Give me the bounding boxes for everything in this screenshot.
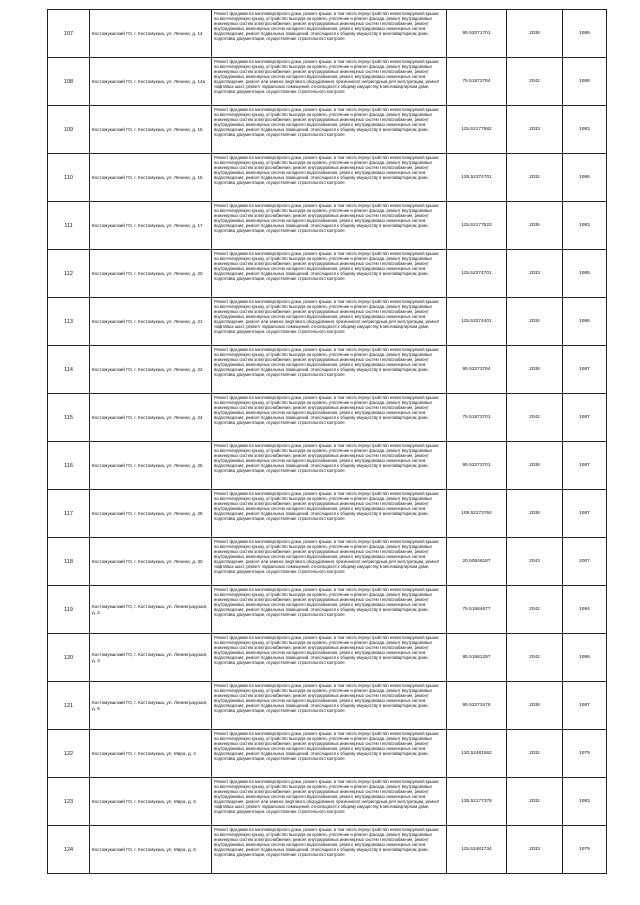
table-row — [48, 778, 607, 826]
works-list-cell: Ремонт фундамента многоквартирного дома, ремонт крыши, в том числе переустройство невентилируемой крыши на вентилируемую крышу, устройство выходов на кровлю, утепление и ремонт фасада, ремонт внутридомовых инженерных систем электроснабжения, ремонт внутридомовых инженерных систем теплоснабжения, ремонт внутридомовых инженерных систем холодного водоснабжения, ремонт внутридомовых инженерных систем водоотведения, ремонт или замена лифтового оборудования, признанного непригодным для эксплуатации, ремонт лифтовых шахт, ремонт подвальных помещений, относящихся к общему имуществу в многоквартирном доме, подготовка документации, осуществление строительного контроля — [212, 538, 447, 586]
area-cell: 115.52177582 — [447, 106, 507, 154]
works-list-cell: Ремонт фундамента многоквартирного дома, ремонт крыши, в том числе переустройство невентилируемой крыши на вентилируемую крышу, устройство выходов на кровлю, утепление и ремонт фасада, ремонт внутридомовых инженерных систем электроснабжения, ремонт внутридомовых инженерных систем теплоснабжения, ремонт внутридомовых инженерных систем холодного водоснабжения, ремонт внутридомовых инженерных систем водоотведения, ремонт подвальных помещений, относящихся к общему имуществу в многоквартирном доме, подготовка документации, осуществление строительного контроля — [212, 154, 447, 202]
planned-year-cell: 2033 — [507, 826, 563, 874]
table-row — [48, 442, 607, 490]
area-cell: 95.52273764 — [447, 346, 507, 394]
row-number-cell: 124 — [48, 826, 90, 874]
area-cell: 115.52374701 — [447, 250, 507, 298]
address-cell: Костомукшский ГО, г. Костомукша, ул. Ленина, д. 14 — [90, 10, 212, 58]
build-year-cell: 1985 — [563, 250, 607, 298]
address-cell: Костомукшский ГО, г. Костомукша, ул. Мира, д. 5 — [90, 778, 212, 826]
row-number-cell: 107 — [48, 10, 90, 58]
address-cell: Костомукшский ГО, г. Костомукша, ул. Ленина, д. 24 — [90, 394, 212, 442]
area-cell: 115.52481734 — [447, 826, 507, 874]
area-cell: 120.52481562 — [447, 730, 507, 778]
area-cell: 95.52273476 — [447, 682, 507, 730]
row-number-cell: 117 — [48, 490, 90, 538]
build-year-cell: 1987 — [563, 346, 607, 394]
planned-year-cell: 2042 — [507, 394, 563, 442]
planned-year-cell: 2032 — [507, 778, 563, 826]
table-row — [48, 154, 607, 202]
address-cell: Костомукшский ГО, г. Костомукша, ул. Ленина, д. 28 — [90, 490, 212, 538]
planned-year-cell: 2038 — [507, 682, 563, 730]
table-row — [48, 538, 607, 586]
works-list-cell: Ремонт фундамента многоквартирного дома, ремонт крыши, в том числе переустройство невентилируемой крыши на вентилируемую крышу, устройство выходов на кровлю, утепление и ремонт фасада, ремонт внутридомовых инженерных систем электроснабжения, ремонт внутридомовых инженерных систем теплоснабжения, ремонт внутридомовых инженерных систем холодного водоснабжения, ремонт внутридомовых инженерных систем водоотведения, ремонт подвальных помещений, относящихся к общему имуществу в многоквартирном доме, подготовка документации, осуществление строительного контроля — [212, 106, 447, 154]
build-year-cell: 1983 — [563, 106, 607, 154]
table-row — [48, 106, 607, 154]
repair-program-table — [47, 9, 607, 874]
area-cell: 125.52374701 — [447, 154, 507, 202]
row-number-cell: 120 — [48, 634, 90, 682]
planned-year-cell: 2034 — [507, 298, 563, 346]
address-cell: Костомукшский ГО, г. Костомукша, ул. Ленина, д. 30 — [90, 538, 212, 586]
row-number-cell: 110 — [48, 154, 90, 202]
table-row — [48, 826, 607, 874]
build-year-cell: 1987 — [563, 442, 607, 490]
works-list-cell: Ремонт фундамента многоквартирного дома, ремонт крыши, в том числе переустройство невентилируемой крыши на вентилируемую крышу, устройство выходов на кровлю, утепление и ремонт фасада, ремонт внутридомовых инженерных систем электроснабжения, ремонт внутридомовых инженерных систем теплоснабжения, ремонт внутридомовых инженерных систем холодного водоснабжения, ремонт внутридомовых инженерных систем водоотведения, ремонт подвальных помещений, относящихся к общему имуществу в многоквартирном доме, подготовка документации, осуществление строительного контроля — [212, 202, 447, 250]
row-number-cell: 122 — [48, 730, 90, 778]
table-row — [48, 394, 607, 442]
row-number-cell: 114 — [48, 346, 90, 394]
area-cell: 75.51872764 — [447, 58, 507, 106]
table-body — [48, 10, 607, 874]
build-year-cell: 2007 — [563, 538, 607, 586]
address-cell: Костомукшский ГО, г. Костомукша, ул. Ленина, д. 16 — [90, 154, 212, 202]
works-list-cell: Ремонт фундамента многоквартирного дома, ремонт крыши, в том числе переустройство невентилируемой крыши на вентилируемую крышу, устройство выходов на кровлю, утепление и ремонт фасада, ремонт внутридомовых инженерных систем электроснабжения, ремонт внутридомовых инженерных систем теплоснабжения, ремонт внутридомовых инженерных систем холодного водоснабжения, ремонт внутридомовых инженерных систем водоотведения, ремонт или замена лифтового оборудования, признанного непригодным для эксплуатации, ремонт лифтовых шахт, ремонт подвальных помещений, относящихся к общему имуществу в многоквартирном доме, подготовка документации, осуществление строительного контроля — [212, 298, 447, 346]
planned-year-cell: 2043 — [507, 538, 563, 586]
document-page — [47, 9, 606, 874]
row-number-cell: 123 — [48, 778, 90, 826]
planned-year-cell: 2038 — [507, 346, 563, 394]
area-cell: 115.52177523 — [447, 202, 507, 250]
build-year-cell: 1995 — [563, 634, 607, 682]
row-number-cell: 108 — [48, 58, 90, 106]
area-cell: 20.50546187 — [447, 538, 507, 586]
address-cell: Костомукшский ГО, г. Костомукша, ул. Ленинградская, д. 2 — [90, 586, 212, 634]
works-list-cell: Ремонт фундамента многоквартирного дома, ремонт крыши, в том числе переустройство невентилируемой крыши на вентилируемую крышу, устройство выходов на кровлю, утепление и ремонт фасада, ремонт внутридомовых инженерных систем электроснабжения, ремонт внутридомовых инженерных систем теплоснабжения, ремонт внутридомовых инженерных систем холодного водоснабжения, ремонт внутридомовых инженерных систем водоотведения, ремонт подвальных помещений, относящихся к общему имуществу в многоквартирном доме, подготовка документации, осуществление строительного контроля — [212, 490, 447, 538]
address-cell: Костомукшский ГО, г. Костомукша, ул. Мира, д. 4 — [90, 730, 212, 778]
table-row — [48, 730, 607, 778]
address-cell: Костомукшский ГО, г. Костомукша, ул. Ленина, д. 15 — [90, 106, 212, 154]
works-list-cell: Ремонт фундамента многоквартирного дома, ремонт крыши, в том числе переустройство невентилируемой крыши на вентилируемую крышу, устройство выходов на кровлю, утепление и ремонт фасада, ремонт внутридомовых инженерных систем электроснабжения, ремонт внутридомовых инженерных систем теплоснабжения, ремонт внутридомовых инженерных систем холодного водоснабжения, ремонт внутридомовых инженерных систем водоотведения, ремонт подвальных помещений, относящихся к общему имуществу в многоквартирном доме, подготовка документации, осуществление строительного контроля — [212, 10, 447, 58]
area-cell: 95.52273701 — [447, 442, 507, 490]
planned-year-cell: 2042 — [507, 634, 563, 682]
build-year-cell: 1988 — [563, 58, 607, 106]
build-year-cell: 1994 — [563, 586, 607, 634]
build-year-cell: 1983 — [563, 778, 607, 826]
table-row — [48, 298, 607, 346]
planned-year-cell: 2033 — [507, 106, 563, 154]
planned-year-cell: 2038 — [507, 490, 563, 538]
address-cell: Костомукшский ГО, г. Костомукша, ул. Ленина, д. 14а — [90, 58, 212, 106]
table-row — [48, 250, 607, 298]
row-number-cell: 109 — [48, 106, 90, 154]
planned-year-cell: 2042 — [507, 586, 563, 634]
address-cell: Костомукшский ГО, г. Костомукша, ул. Ленинградская, д. 6 — [90, 682, 212, 730]
area-cell: 105.52273764 — [447, 490, 507, 538]
works-list-cell: Ремонт фундамента многоквартирного дома, ремонт крыши, в том числе переустройство невентилируемой крыши на вентилируемую крышу, устройство выходов на кровлю, утепление и ремонт фасада, ремонт внутридомовых инженерных систем электроснабжения, ремонт внутридомовых инженерных систем теплоснабжения, ремонт внутридомовых инженерных систем холодного водоснабжения, ремонт внутридомовых инженерных систем водоотведения, ремонт подвальных помещений, относящихся к общему имуществу в многоквартирном доме, подготовка документации, осуществление строительного контроля — [212, 634, 447, 682]
build-year-cell: 1979 — [563, 730, 607, 778]
build-year-cell: 1989 — [563, 10, 607, 58]
area-cell: 95.52071701 — [447, 10, 507, 58]
area-cell: 75.51873701 — [447, 394, 507, 442]
table-row — [48, 58, 607, 106]
row-number-cell: 116 — [48, 442, 90, 490]
build-year-cell: 1987 — [563, 490, 607, 538]
works-list-cell: Ремонт фундамента многоквартирного дома, ремонт крыши, в том числе переустройство невентилируемой крыши на вентилируемую крышу, устройство выходов на кровлю, утепление и ремонт фасада, ремонт внутридомовых инженерных систем электроснабжения, ремонт внутридомовых инженерных систем теплоснабжения, ремонт внутридомовых инженерных систем холодного водоснабжения, ремонт внутридомовых инженерных систем водоотведения, ремонт подвальных помещений, относящихся к общему имуществу в многоквартирном доме, подготовка документации, осуществление строительного контроля — [212, 586, 447, 634]
planned-year-cell: 2042 — [507, 58, 563, 106]
build-year-cell: 1987 — [563, 394, 607, 442]
works-list-cell: Ремонт фундамента многоквартирного дома, ремонт крыши, в том числе переустройство невентилируемой крыши на вентилируемую крышу, устройство выходов на кровлю, утепление и ремонт фасада, ремонт внутридомовых инженерных систем электроснабжения, ремонт внутридомовых инженерных систем теплоснабжения, ремонт внутридомовых инженерных систем холодного водоснабжения, ремонт внутридомовых инженерных систем водоотведения, ремонт подвальных помещений, относящихся к общему имуществу в многоквартирном доме, подготовка документации, осуществление строительного контроля — [212, 826, 447, 874]
planned-year-cell: 2038 — [507, 10, 563, 58]
area-cell: 85.51661297 — [447, 634, 507, 682]
row-number-cell: 121 — [48, 682, 90, 730]
works-list-cell: Ремонт фундамента многоквартирного дома, ремонт крыши, в том числе переустройство невентилируемой крыши на вентилируемую крышу, устройство выходов на кровлю, утепление и ремонт фасада, ремонт внутридомовых инженерных систем электроснабжения, ремонт внутридомовых инженерных систем теплоснабжения, ремонт внутридомовых инженерных систем холодного водоснабжения, ремонт внутридомовых инженерных систем водоотведения, ремонт подвальных помещений, относящихся к общему имуществу в многоквартирном доме, подготовка документации, осуществление строительного контроля — [212, 394, 447, 442]
address-cell: Костомукшский ГО, г. Костомукша, ул. Ленина, д. 20 — [90, 250, 212, 298]
build-year-cell: 1986 — [563, 154, 607, 202]
table-row — [48, 202, 607, 250]
row-number-cell: 113 — [48, 298, 90, 346]
table-row — [48, 586, 607, 634]
build-year-cell: 1987 — [563, 682, 607, 730]
planned-year-cell: 2032 — [507, 730, 563, 778]
row-number-cell: 118 — [48, 538, 90, 586]
table-row — [48, 346, 607, 394]
row-number-cell: 112 — [48, 250, 90, 298]
planned-year-cell: 2033 — [507, 250, 563, 298]
address-cell: Костомукшский ГО, г. Костомукша, ул. Ленина, д. 17 — [90, 202, 212, 250]
table-row — [48, 634, 607, 682]
planned-year-cell: 2035 — [507, 202, 563, 250]
build-year-cell: 1979 — [563, 826, 607, 874]
works-list-cell: Ремонт фундамента многоквартирного дома, ремонт крыши, в том числе переустройство невентилируемой крыши на вентилируемую крышу, устройство выходов на кровлю, утепление и ремонт фасада, ремонт внутридомовых инженерных систем электроснабжения, ремонт внутридомовых инженерных систем теплоснабжения, ремонт внутридомовых инженерных систем холодного водоснабжения, ремонт внутридомовых инженерных систем водоотведения, ремонт подвальных помещений, относящихся к общему имуществу в многоквартирном доме, подготовка документации, осуществление строительного контроля — [212, 442, 447, 490]
planned-year-cell: 2032 — [507, 154, 563, 202]
planned-year-cell: 2038 — [507, 442, 563, 490]
build-year-cell: 1983 — [563, 202, 607, 250]
row-number-cell: 119 — [48, 586, 90, 634]
address-cell: Костомукшский ГО, г. Костомукша, ул. Ленина, д. 21 — [90, 298, 212, 346]
address-cell: Костомукшский ГО, г. Костомукша, ул. Ленинградская, д. 4 — [90, 634, 212, 682]
area-cell: 75.51664677 — [447, 586, 507, 634]
area-cell: 115.52074401 — [447, 298, 507, 346]
works-list-cell: Ремонт фундамента многоквартирного дома, ремонт крыши, в том числе переустройство невентилируемой крыши на вентилируемую крышу, устройство выходов на кровлю, утепление и ремонт фасада, ремонт внутридомовых инженерных систем электроснабжения, ремонт внутридомовых инженерных систем теплоснабжения, ремонт внутридомовых инженерных систем холодного водоснабжения, ремонт внутридомовых инженерных систем водоотведения, ремонт или замена лифтового оборудования, признанного непригодным для эксплуатации, ремонт лифтовых шахт, ремонт подвальных помещений, относящихся к общему имуществу в многоквартирном доме, подготовка документации, осуществление строительного контроля — [212, 778, 447, 826]
area-cell: 135.52177376 — [447, 778, 507, 826]
works-list-cell: Ремонт фундамента многоквартирного дома, ремонт крыши, в том числе переустройство невентилируемой крыши на вентилируемую крышу, устройство выходов на кровлю, утепление и ремонт фасада, ремонт внутридомовых инженерных систем электроснабжения, ремонт внутридомовых инженерных систем теплоснабжения, ремонт внутридомовых инженерных систем холодного водоснабжения, ремонт внутридомовых инженерных систем водоотведения, ремонт подвальных помещений, относящихся к общему имуществу в многоквартирном доме, подготовка документации, осуществление строительного контроля — [212, 346, 447, 394]
table-row — [48, 10, 607, 58]
build-year-cell: 1986 — [563, 298, 607, 346]
address-cell: Костомукшский ГО, г. Костомукша, ул. Мира, д. 6 — [90, 826, 212, 874]
address-cell: Костомукшский ГО, г. Костомукша, ул. Ленина, д. 26 — [90, 442, 212, 490]
address-cell: Костомукшский ГО, г. Костомукша, ул. Ленина, д. 22 — [90, 346, 212, 394]
works-list-cell: Ремонт фундамента многоквартирного дома, ремонт крыши, в том числе переустройство невентилируемой крыши на вентилируемую крышу, устройство выходов на кровлю, утепление и ремонт фасада, ремонт внутридомовых инженерных систем электроснабжения, ремонт внутридомовых инженерных систем теплоснабжения, ремонт внутридомовых инженерных систем холодного водоснабжения, ремонт внутридомовых инженерных систем водоотведения, ремонт или замена лифтового оборудования, признанного непригодным для эксплуатации, ремонт лифтовых шахт, ремонт подвальных помещений, относящихся к общему имуществу в многоквартирном доме, подготовка документации, осуществление строительного контроля — [212, 58, 447, 106]
row-number-cell: 115 — [48, 394, 90, 442]
table-row — [48, 682, 607, 730]
table-row — [48, 490, 607, 538]
works-list-cell: Ремонт фундамента многоквартирного дома, ремонт крыши, в том числе переустройство невентилируемой крыши на вентилируемую крышу, устройство выходов на кровлю, утепление и ремонт фасада, ремонт внутридомовых инженерных систем электроснабжения, ремонт внутридомовых инженерных систем теплоснабжения, ремонт внутридомовых инженерных систем холодного водоснабжения, ремонт внутридомовых инженерных систем водоотведения, ремонт подвальных помещений, относящихся к общему имуществу в многоквартирном доме, подготовка документации, осуществление строительного контроля — [212, 250, 447, 298]
works-list-cell: Ремонт фундамента многоквартирного дома, ремонт крыши, в том числе переустройство невентилируемой крыши на вентилируемую крышу, устройство выходов на кровлю, утепление и ремонт фасада, ремонт внутридомовых инженерных систем электроснабжения, ремонт внутридомовых инженерных систем теплоснабжения, ремонт внутридомовых инженерных систем холодного водоснабжения, ремонт внутридомовых инженерных систем водоотведения, ремонт подвальных помещений, относящихся к общему имуществу в многоквартирном доме, подготовка документации, осуществление строительного контроля — [212, 682, 447, 730]
row-number-cell: 111 — [48, 202, 90, 250]
works-list-cell: Ремонт фундамента многоквартирного дома, ремонт крыши, в том числе переустройство невентилируемой крыши на вентилируемую крышу, устройство выходов на кровлю, утепление и ремонт фасада, ремонт внутридомовых инженерных систем электроснабжения, ремонт внутридомовых инженерных систем теплоснабжения, ремонт внутридомовых инженерных систем холодного водоснабжения, ремонт внутридомовых инженерных систем водоотведения, ремонт подвальных помещений, относящихся к общему имуществу в многоквартирном доме, подготовка документации, осуществление строительного контроля — [212, 730, 447, 778]
